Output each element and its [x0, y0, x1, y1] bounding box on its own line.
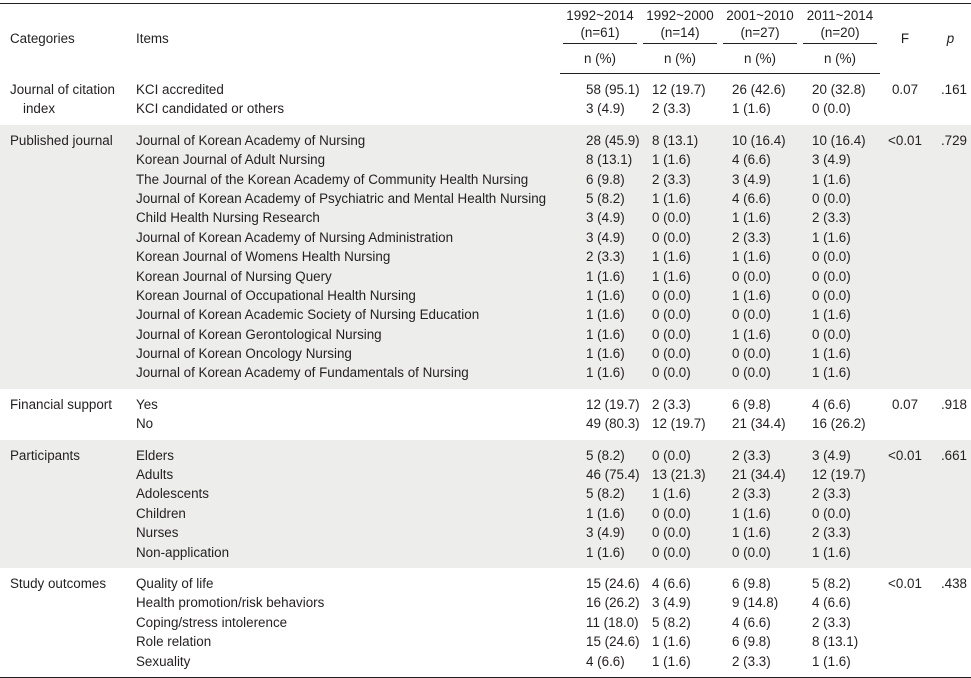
value: 1 (1.6) [732, 525, 771, 541]
value: 2 (3.3) [652, 171, 691, 187]
f-value: <0.01 [888, 575, 922, 591]
value: 9 (14.8) [732, 595, 779, 611]
header-period-1 [560, 4, 640, 48]
period-3-values [720, 440, 800, 568]
value: 5 (8.2) [586, 486, 625, 502]
value: 3 (4.9) [652, 595, 691, 611]
value: 10 (16.4) [732, 132, 786, 148]
value: 0 (0.0) [652, 346, 691, 362]
period-4-values [800, 74, 880, 125]
value: 3 (4.9) [586, 210, 625, 226]
value: 2 (3.3) [732, 486, 771, 502]
period-2-values [640, 568, 720, 677]
value: 4 (6.6) [812, 396, 851, 412]
p-value: .661 [940, 447, 967, 463]
header-period-2 [640, 4, 720, 48]
list-item: Korean Journal of Nursing Query [136, 268, 332, 284]
f-value-cell [880, 389, 930, 440]
list-item: Journal of Korean Gerontological Nursing [136, 326, 382, 342]
value: 1 (1.6) [812, 171, 851, 187]
period-2-values [640, 389, 720, 440]
period-1-values [560, 74, 640, 125]
value: 1 (1.6) [586, 505, 625, 521]
value: 1 (1.6) [586, 346, 625, 362]
value: 1 (1.6) [652, 268, 691, 284]
group-citation-index [0, 74, 971, 125]
category-label: Published journal [10, 132, 113, 148]
f-value-cell [880, 440, 930, 568]
period-1-values [560, 125, 640, 389]
value: 16 (26.2) [586, 595, 640, 611]
list-item: Journal of Korean Academic Society of Nursing Education [136, 307, 480, 323]
value: 12 (19.7) [652, 416, 706, 432]
group-study-outcomes [0, 568, 971, 677]
category-label: Participants [10, 447, 80, 463]
category-label: Journal of citation [10, 81, 115, 97]
value: 0 (0.0) [652, 447, 691, 463]
value: 3 (4.9) [812, 447, 851, 463]
list-item: Journal of Korean Academy of Psychiatric and Mental Health Nursing [136, 190, 547, 206]
value: 1 (1.6) [652, 486, 691, 502]
value: 12 (19.7) [652, 82, 706, 97]
period-3-values [720, 74, 800, 125]
journal-characteristics-table [0, 3, 971, 678]
category-label: Study outcomes [10, 575, 107, 591]
value: 0 (0.0) [652, 326, 691, 342]
period-2-values [640, 440, 720, 568]
value: 5 (8.2) [586, 447, 625, 463]
list-item: Journal of Korean Oncology Nursing [136, 346, 352, 362]
items-cell [128, 568, 560, 677]
header-items: Items [128, 4, 560, 74]
value: 3 (4.9) [812, 152, 851, 168]
value: 3 (4.9) [586, 229, 625, 245]
value: 2 (3.3) [732, 229, 771, 245]
period-1-values [560, 568, 640, 677]
f-value-cell [880, 125, 930, 389]
period-4-n: (n=20) [820, 25, 860, 40]
value: 21 (34.4) [732, 467, 786, 483]
period-4-values [800, 440, 880, 568]
value: 0 (0.0) [732, 307, 771, 323]
p-value-cell [930, 440, 971, 568]
value: 0 (0.0) [652, 525, 691, 541]
value: 12 (19.7) [812, 467, 866, 483]
value: 5 (8.2) [812, 575, 851, 591]
unit-label-2: n (%) [640, 47, 720, 74]
value: 58 (95.1) [586, 82, 640, 97]
value: 1 (1.6) [586, 307, 625, 323]
p-value: .161 [940, 81, 967, 97]
value: 4 (6.6) [732, 614, 771, 630]
value: 1 (1.6) [732, 326, 771, 342]
value: 6 (9.8) [732, 575, 771, 591]
table-row [0, 389, 971, 440]
value: 6 (9.8) [732, 634, 771, 650]
value: 2 (3.3) [732, 653, 771, 669]
table-row [0, 74, 971, 125]
value: 6 (9.8) [732, 396, 771, 412]
list-item: Nurses [136, 525, 179, 541]
value: 1 (1.6) [586, 287, 625, 303]
items-cell [128, 125, 560, 389]
table-header [0, 4, 971, 74]
list-item: Quality of life [136, 575, 214, 591]
value: 0 (0.0) [812, 249, 851, 265]
table-row [0, 440, 971, 568]
value: 5 (8.2) [652, 614, 691, 630]
value: 1 (1.6) [732, 249, 771, 265]
category-label: Financial support [10, 396, 112, 412]
value: 12 (19.7) [586, 396, 640, 412]
value: 8 (13.1) [652, 132, 699, 148]
period-1-range: 1992~2014 [566, 8, 634, 23]
value: 3 (4.9) [586, 525, 625, 541]
list-item: KCI accredited [136, 81, 224, 97]
value: 2 (3.3) [812, 210, 851, 226]
unit-label-1: n (%) [560, 47, 640, 74]
value: 1 (1.6) [732, 287, 771, 303]
value: 1 (1.6) [652, 653, 691, 669]
group-participants [0, 440, 971, 568]
group-published-journal [0, 125, 971, 389]
value: 0 (0.0) [732, 365, 771, 381]
value: 0 (0.0) [812, 326, 851, 342]
items-cell [128, 440, 560, 568]
value: 0 (0.0) [812, 287, 851, 303]
period-2-n: (n=14) [660, 25, 700, 40]
period-2-values [640, 74, 720, 125]
value: 0 (0.0) [812, 190, 851, 206]
header-categories: Categories [0, 4, 128, 74]
f-value: <0.01 [888, 132, 922, 148]
f-value-cell [880, 568, 930, 677]
value: 5 (8.2) [586, 190, 625, 206]
value: 0 (0.0) [652, 544, 691, 560]
p-value: .729 [940, 132, 967, 148]
period-3-values [720, 568, 800, 677]
value: 1 (1.6) [812, 307, 851, 323]
period-4-values [800, 568, 880, 677]
header-p: p [930, 4, 971, 74]
value: 1 (1.6) [652, 634, 691, 650]
list-item: Journal of Korean Academy of Nursing [136, 132, 366, 148]
period-4-values [800, 125, 880, 389]
list-item: The Journal of the Korean Academy of Community Health Nursing [136, 171, 529, 187]
value: 15 (24.6) [586, 634, 640, 650]
value: 1 (1.6) [586, 365, 625, 381]
period-2-values [640, 125, 720, 389]
list-item: Child Health Nursing Research [136, 210, 320, 226]
list-item: Role relation [136, 634, 212, 650]
period-4-range: 2011~2014 [806, 8, 874, 23]
value: 8 (13.1) [586, 152, 633, 168]
value: 0 (0.0) [732, 268, 771, 284]
list-item: Korean Journal of Adult Nursing [136, 152, 326, 168]
value: 2 (3.3) [586, 249, 625, 265]
value: 0 (0.0) [812, 268, 851, 284]
list-item: No [136, 416, 154, 432]
value: 0 (0.0) [812, 505, 851, 521]
f-value: 0.07 [891, 81, 919, 97]
category-cell [0, 74, 128, 125]
p-value-cell [930, 568, 971, 677]
period-3-values [720, 389, 800, 440]
list-item: Sexuality [136, 653, 191, 669]
value: 1 (1.6) [812, 229, 851, 245]
value: 0 (0.0) [812, 101, 851, 117]
value: 2 (3.3) [732, 447, 771, 463]
period-1-values [560, 440, 640, 568]
value: 1 (1.6) [732, 210, 771, 226]
value: 0 (0.0) [652, 365, 691, 381]
list-item: Korean Journal of Occupational Health Nursing [136, 287, 416, 303]
unit-label-3: n (%) [720, 47, 800, 74]
value: 0 (0.0) [652, 229, 691, 245]
value: 49 (80.3) [586, 416, 640, 432]
value: 1 (1.6) [586, 326, 625, 342]
value: 4 (6.6) [812, 595, 851, 611]
value: 8 (13.1) [812, 634, 859, 650]
value: 1 (1.6) [652, 152, 691, 168]
value: 2 (3.3) [812, 525, 851, 541]
value: 4 (6.6) [732, 190, 771, 206]
list-item: Coping/stress intolerence [136, 614, 288, 630]
value: 1 (1.6) [812, 346, 851, 362]
table-row [0, 125, 971, 389]
period-3-range: 2001~2010 [726, 8, 794, 23]
value: 4 (6.6) [732, 152, 771, 168]
list-item: Elders [136, 447, 174, 463]
header-f: F [880, 4, 930, 74]
unit-label-4: n (%) [800, 47, 880, 74]
group-financial-support [0, 389, 971, 440]
items-cell [128, 74, 560, 125]
value: 28 (45.9) [586, 132, 640, 148]
period-1-n: (n=61) [580, 25, 620, 40]
value: 4 (6.6) [652, 575, 691, 591]
value: 2 (3.3) [812, 486, 851, 502]
value: 16 (26.2) [812, 416, 866, 432]
value: 26 (42.6) [732, 82, 786, 97]
value: 6 (9.8) [586, 171, 625, 187]
value: 1 (1.6) [586, 268, 625, 284]
value: 2 (3.3) [652, 101, 691, 117]
f-value: <0.01 [888, 447, 922, 463]
period-1-values [560, 389, 640, 440]
f-value: 0.07 [891, 396, 919, 412]
period-3-values [720, 125, 800, 389]
value: 1 (1.6) [812, 653, 851, 669]
value: 1 (1.6) [732, 101, 771, 117]
table-row [0, 568, 971, 677]
category-cell [0, 568, 128, 677]
value: 0 (0.0) [652, 505, 691, 521]
header-period-3 [720, 4, 800, 48]
value: 4 (6.6) [586, 653, 625, 669]
value: 0 (0.0) [652, 210, 691, 226]
value: 1 (1.6) [812, 544, 851, 560]
list-item: KCI candidated or others [136, 100, 285, 116]
f-value-cell [880, 74, 930, 125]
p-value-cell [930, 74, 971, 125]
list-item: Yes [136, 396, 158, 412]
p-value-cell [930, 125, 971, 389]
header-period-4 [800, 4, 880, 48]
value: 10 (16.4) [812, 132, 866, 148]
value: 20 (32.8) [812, 82, 866, 97]
value: 2 (3.3) [812, 614, 851, 630]
period-3-n: (n=27) [740, 25, 780, 40]
p-value-cell [930, 389, 971, 440]
value: 1 (1.6) [652, 249, 691, 265]
value: 1 (1.6) [732, 505, 771, 521]
value: 13 (21.3) [652, 467, 706, 483]
value: 1 (1.6) [652, 190, 691, 206]
value: 1 (1.6) [812, 365, 851, 381]
period-2-range: 1992~2000 [646, 8, 714, 23]
category-label-continued: index [23, 100, 56, 116]
category-cell [0, 125, 128, 389]
items-cell [128, 389, 560, 440]
category-cell [0, 440, 128, 568]
value: 46 (75.4) [586, 467, 640, 483]
value: 1 (1.6) [586, 544, 625, 560]
value: 0 (0.0) [732, 346, 771, 362]
list-item: Children [136, 505, 186, 521]
period-4-values [800, 389, 880, 440]
value: 11 (18.0) [586, 614, 639, 630]
p-value: .438 [940, 575, 967, 591]
list-item: Korean Journal of Womens Health Nursing [136, 249, 391, 265]
value: 15 (24.6) [586, 575, 640, 591]
value: 3 (4.9) [586, 101, 625, 117]
p-value: .918 [940, 396, 967, 412]
list-item: Adults [136, 467, 174, 483]
value: 21 (34.4) [732, 416, 786, 432]
value: 3 (4.9) [732, 171, 771, 187]
value: 2 (3.3) [652, 396, 691, 412]
value: 0 (0.0) [652, 287, 691, 303]
list-item: Adolescents [136, 486, 209, 502]
value: 0 (0.0) [732, 544, 771, 560]
list-item: Journal of Korean Academy of Nursing Administration [136, 229, 454, 245]
list-item: Health promotion/risk behaviors [136, 595, 325, 611]
list-item: Journal of Korean Academy of Fundamentals of Nursing [136, 365, 469, 381]
list-item: Non-application [136, 544, 230, 560]
value: 0 (0.0) [652, 307, 691, 323]
category-cell [0, 389, 128, 440]
